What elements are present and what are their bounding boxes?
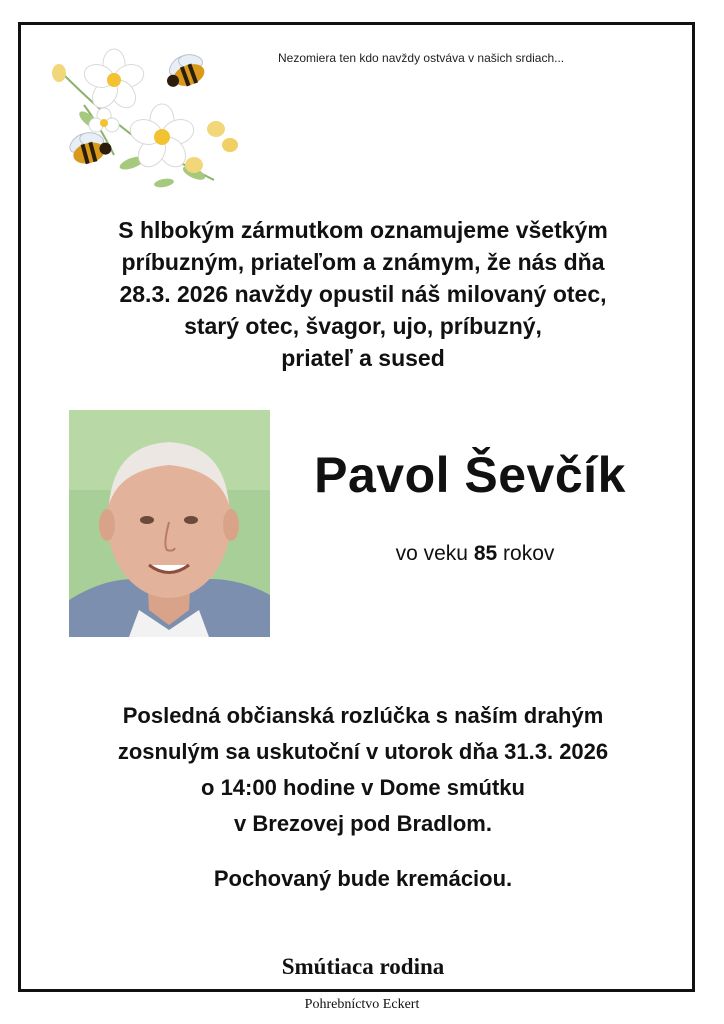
announcement-text <box>48 214 678 374</box>
ceremony-text <box>48 698 678 842</box>
age-prefix: vo veku <box>395 542 468 565</box>
ceremony-line: Posledná občianská rozlúčka s naším drahým <box>122 703 604 728</box>
announcement-line: starý otec, švagor, ujo, príbuzný, <box>184 313 542 339</box>
announcement-line: príbuzným, priateľom a známym, že nás dňa <box>121 249 605 275</box>
ceremony-line: v Brezovej pod Bradlom. <box>234 811 492 836</box>
announcement-line: priateľ a sused <box>281 345 445 371</box>
announcement-line: S hlbokým zármutkom oznamujeme všetkým <box>118 217 608 243</box>
deceased-name: Pavol Ševčík <box>314 447 626 503</box>
jasmine-flowers-with-bees-icon <box>44 45 254 195</box>
age-text <box>330 542 620 566</box>
family-signature: Smútiaca rodina <box>281 954 445 979</box>
ceremony-line: o 14:00 hodine v Dome smútku <box>201 775 525 800</box>
announcement-line: 28.3. 2026 navždy opustil náš milovaný otec, <box>119 281 607 307</box>
funeral-service-footer: Pohrebníctvo Eckert <box>304 997 420 1012</box>
burial-text: Pochovaný bude kremáciou. <box>213 866 513 891</box>
motto-text: Nezomiera ten kdo navždy ostváva v našich srdiach... <box>278 51 565 65</box>
age-suffix: rokov <box>503 542 555 565</box>
portrait-photo <box>69 410 270 637</box>
age-value: 85 <box>473 542 498 565</box>
ceremony-line: zosnulým sa uskutoční v utorok dňa 31.3. 2026 <box>117 739 609 764</box>
